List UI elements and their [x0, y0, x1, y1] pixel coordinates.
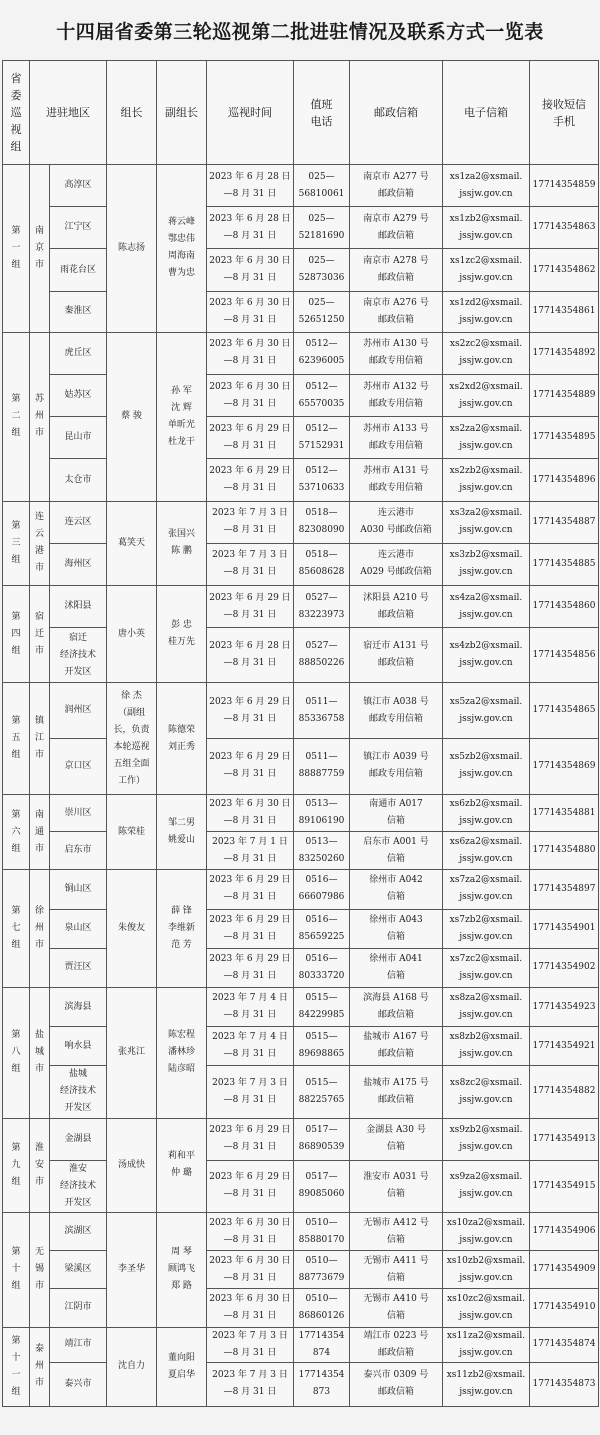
table-row [3, 909, 599, 948]
post-box: 南京市 A278 号 邮政信箱 [350, 249, 443, 291]
patrol-time: 2023 年 7 月 3 日 —8 月 31 日 [207, 1066, 294, 1118]
header-row [3, 61, 599, 165]
group-city: 无 锡 市 [30, 1213, 50, 1328]
table-row [3, 1251, 599, 1289]
post-box: 徐州市 A042 信箱 [350, 870, 443, 909]
email-address[interactable]: xs1zd2@xsmail. jssjw.gov.cn [443, 291, 530, 332]
email-address[interactable]: xs8zb2@xsmail. jssjw.gov.cn [443, 1027, 530, 1066]
header-leader: 组长 [107, 61, 157, 165]
table-row [3, 1160, 599, 1212]
area-name: 秦淮区 [50, 291, 107, 332]
table-row [3, 249, 599, 291]
email-address[interactable]: xs11zb2@xsmail. jssjw.gov.cn [443, 1362, 530, 1406]
patrol-time: 2023 年 6 月 30 日 —8 月 31 日 [207, 1251, 294, 1289]
group-leader: 蔡 骏 [107, 332, 157, 501]
group-name: 第 一 组 [3, 165, 30, 333]
sms-phone: 17714354910 [530, 1289, 599, 1327]
duty-phone: 0516— 85659225 [294, 909, 350, 948]
email-address[interactable]: xs1zb2@xsmail. jssjw.gov.cn [443, 207, 530, 249]
group-city: 盐 城 市 [30, 987, 50, 1118]
table-row [3, 165, 599, 207]
post-box: 苏州市 A130 号 邮政专用信箱 [350, 332, 443, 374]
group-deputy: 邹二男 姚爱山 [157, 795, 207, 870]
group-name: 第 六 组 [3, 795, 30, 870]
email-address[interactable]: xs5zb2@xsmail. jssjw.gov.cn [443, 738, 530, 794]
patrol-time: 2023 年 7 月 3 日 —8 月 31 日 [207, 1327, 294, 1362]
group-leader: 葛笑天 [107, 501, 157, 585]
patrol-time: 2023 年 6 月 30 日 —8 月 31 日 [207, 795, 294, 832]
page-title: 十四届省委第三轮巡视第二批进驻情况及联系方式一览表 [56, 20, 544, 43]
duty-phone: 0512— 65570035 [294, 375, 350, 417]
group-leader: 徐 杰 （副组 长，负责 本轮巡视 五组全面 工作） [107, 683, 157, 795]
group-deputy: 莉和平 仲 璐 [157, 1118, 207, 1212]
duty-phone: 0518— 85608628 [294, 543, 350, 585]
post-box: 苏州市 A132 号 邮政专用信箱 [350, 375, 443, 417]
patrol-time: 2023 年 6 月 29 日 —8 月 31 日 [207, 1160, 294, 1212]
post-box: 靖江市 0223 号 邮政信箱 [350, 1327, 443, 1362]
group-leader: 汤成快 [107, 1118, 157, 1212]
duty-phone: 17714354 873 [294, 1362, 350, 1406]
email-address[interactable]: xs2zc2@xsmail. jssjw.gov.cn [443, 332, 530, 374]
post-box: 金湖县 A30 号 信箱 [350, 1118, 443, 1160]
group-leader: 张兆江 [107, 987, 157, 1118]
email-address[interactable]: xs9za2@xsmail. jssjw.gov.cn [443, 1160, 530, 1212]
group-name: 第 十 一 组 [3, 1327, 30, 1406]
group-leader: 陈志扬 [107, 165, 157, 333]
group-city: 淮 安 市 [30, 1118, 50, 1212]
table-row [3, 832, 599, 870]
table-row [3, 628, 599, 683]
patrol-time: 2023 年 6 月 29 日 —8 月 31 日 [207, 1118, 294, 1160]
area-name: 太仓市 [50, 459, 107, 501]
post-box: 连云港市 A030 号邮政信箱 [350, 501, 443, 543]
table-row [3, 795, 599, 832]
sms-phone: 17714354923 [530, 987, 599, 1026]
patrol-time: 2023 年 7 月 4 日 —8 月 31 日 [207, 987, 294, 1026]
email-address[interactable]: xs10za2@xsmail. jssjw.gov.cn [443, 1213, 530, 1251]
area-name: 靖江市 [50, 1327, 107, 1362]
email-address[interactable]: xs1zc2@xsmail. jssjw.gov.cn [443, 249, 530, 291]
table-body [3, 165, 599, 1407]
duty-phone: 17714354 874 [294, 1327, 350, 1362]
duty-phone: 0513— 83250260 [294, 832, 350, 870]
group-name: 第 三 组 [3, 501, 30, 585]
patrol-time: 2023 年 6 月 29 日 —8 月 31 日 [207, 909, 294, 948]
sms-phone: 17714354887 [530, 501, 599, 543]
area-name: 宿迁 经济技术 开发区 [50, 628, 107, 683]
group-leader: 李圣华 [107, 1213, 157, 1328]
post-box: 盐城市 A175 号 邮政信箱 [350, 1066, 443, 1118]
sms-phone: 17714354859 [530, 165, 599, 207]
area-name: 海州区 [50, 543, 107, 585]
post-box: 无锡市 A410 号 信箱 [350, 1289, 443, 1327]
table-row [3, 1213, 599, 1251]
sms-phone: 17714354885 [530, 543, 599, 585]
table-row [3, 459, 599, 501]
group-name: 第 二 组 [3, 332, 30, 501]
area-name: 昆山市 [50, 417, 107, 459]
area-name: 虎丘区 [50, 332, 107, 374]
post-box: 南京市 A276 号 邮政信箱 [350, 291, 443, 332]
sms-phone: 17714354895 [530, 417, 599, 459]
duty-phone: 0515— 84229985 [294, 987, 350, 1026]
table-row [3, 1118, 599, 1160]
group-city: 徐 州 市 [30, 870, 50, 988]
patrol-time: 2023 年 6 月 30 日 —8 月 31 日 [207, 249, 294, 291]
group-leader: 唐小英 [107, 586, 157, 683]
duty-phone: 0518— 82308090 [294, 501, 350, 543]
sms-phone: 17714354897 [530, 870, 599, 909]
table-row [3, 543, 599, 585]
sms-phone: 17714354873 [530, 1362, 599, 1406]
table-row [3, 417, 599, 459]
table-row [3, 987, 599, 1026]
table-row [3, 586, 599, 628]
area-name: 启东市 [50, 832, 107, 870]
duty-phone: 0515— 88225765 [294, 1066, 350, 1118]
email-address[interactable]: xs8zc2@xsmail. jssjw.gov.cn [443, 1066, 530, 1118]
patrol-time: 2023 年 6 月 28 日 —8 月 31 日 [207, 165, 294, 207]
header-sms: 接收短信 手机 [530, 61, 599, 165]
email-address[interactable]: xs7zb2@xsmail. jssjw.gov.cn [443, 909, 530, 948]
post-box: 启东市 A001 号 信箱 [350, 832, 443, 870]
area-name: 盐城 经济技术 开发区 [50, 1066, 107, 1118]
group-deputy: 孙 军 沈 辉 单昕光 杜龙干 [157, 332, 207, 501]
duty-phone: 0516— 80333720 [294, 948, 350, 987]
area-name: 江宁区 [50, 207, 107, 249]
patrol-time: 2023 年 6 月 30 日 —8 月 31 日 [207, 375, 294, 417]
sms-phone: 17714354863 [530, 207, 599, 249]
sms-phone: 17714354874 [530, 1327, 599, 1362]
patrol-time: 2023 年 7 月 3 日 —8 月 31 日 [207, 1362, 294, 1406]
duty-phone: 025— 52873036 [294, 249, 350, 291]
group-deputy: 张国兴 陈 鹏 [157, 501, 207, 585]
area-name: 姑苏区 [50, 375, 107, 417]
area-name: 滨湖区 [50, 1213, 107, 1251]
sms-phone: 17714354902 [530, 948, 599, 987]
area-name: 崇川区 [50, 795, 107, 832]
patrol-time: 2023 年 6 月 30 日 —8 月 31 日 [207, 291, 294, 332]
group-leader: 朱俊友 [107, 870, 157, 988]
area-name: 高淳区 [50, 165, 107, 207]
sms-phone: 17714354906 [530, 1213, 599, 1251]
patrol-time: 2023 年 7 月 1 日 —8 月 31 日 [207, 832, 294, 870]
patrol-time: 2023 年 6 月 29 日 —8 月 31 日 [207, 870, 294, 909]
group-city: 南 京 市 [30, 165, 50, 333]
sms-phone: 17714354865 [530, 683, 599, 738]
header-phone: 值班 电话 [294, 61, 350, 165]
patrol-time: 2023 年 6 月 30 日 —8 月 31 日 [207, 1213, 294, 1251]
table-row [3, 375, 599, 417]
table-row [3, 291, 599, 332]
group-name: 第 七 组 [3, 870, 30, 988]
duty-phone: 025— 52651250 [294, 291, 350, 332]
group-name: 第 四 组 [3, 586, 30, 683]
sms-phone: 17714354889 [530, 375, 599, 417]
patrol-time: 2023 年 6 月 28 日 —8 月 31 日 [207, 207, 294, 249]
email-address[interactable]: xs7zc2@xsmail. jssjw.gov.cn [443, 948, 530, 987]
duty-phone: 0515— 89698865 [294, 1027, 350, 1066]
patrol-time: 2023 年 6 月 28 日 —8 月 31 日 [207, 628, 294, 683]
email-address[interactable]: xs4zb2@xsmail. jssjw.gov.cn [443, 628, 530, 683]
post-box: 徐州市 A043 信箱 [350, 909, 443, 948]
area-name: 雨花台区 [50, 249, 107, 291]
email-address[interactable]: xs8za2@xsmail. jssjw.gov.cn [443, 987, 530, 1026]
group-leader: 陈荣桂 [107, 795, 157, 870]
patrol-time: 2023 年 6 月 29 日 —8 月 31 日 [207, 738, 294, 794]
group-city: 泰 州 市 [30, 1327, 50, 1406]
area-name: 淮安 经济技术 开发区 [50, 1160, 107, 1212]
email-address[interactable]: xs2zb2@xsmail. jssjw.gov.cn [443, 459, 530, 501]
group-city: 连 云 港 市 [30, 501, 50, 585]
group-deputy: 陈德荣 刘正秀 [157, 683, 207, 795]
group-deputy: 彭 忠 桂万先 [157, 586, 207, 683]
sms-phone: 17714354880 [530, 832, 599, 870]
post-box: 沭阳县 A210 号 邮政信箱 [350, 586, 443, 628]
patrol-time: 2023 年 6 月 29 日 —8 月 31 日 [207, 459, 294, 501]
post-box: 泰兴市 0309 号 邮政信箱 [350, 1362, 443, 1406]
email-address[interactable]: xs6za2@xsmail. jssjw.gov.cn [443, 832, 530, 870]
post-box: 盐城市 A167 号 邮政信箱 [350, 1027, 443, 1066]
duty-phone: 0512— 62396005 [294, 332, 350, 374]
patrol-time: 2023 年 6 月 29 日 —8 月 31 日 [207, 683, 294, 738]
group-name: 第 十 组 [3, 1213, 30, 1328]
area-name: 滨海县 [50, 987, 107, 1026]
table-row [3, 207, 599, 249]
post-box: 南京市 A277 号 邮政信箱 [350, 165, 443, 207]
area-name: 润州区 [50, 683, 107, 738]
duty-phone: 0512— 53710633 [294, 459, 350, 501]
group-name: 第 九 组 [3, 1118, 30, 1212]
email-address[interactable]: xs3za2@xsmail. jssjw.gov.cn [443, 501, 530, 543]
duty-phone: 0516— 66607986 [294, 870, 350, 909]
table-row [3, 683, 599, 738]
duty-phone: 0517— 89085060 [294, 1160, 350, 1212]
area-name: 响水县 [50, 1027, 107, 1066]
email-address[interactable]: xs3zb2@xsmail. jssjw.gov.cn [443, 543, 530, 585]
email-address[interactable]: xs1za2@xsmail. jssjw.gov.cn [443, 165, 530, 207]
post-box: 徐州市 A041 信箱 [350, 948, 443, 987]
post-box: 南京市 A279 号 邮政信箱 [350, 207, 443, 249]
area-name: 江阴市 [50, 1289, 107, 1327]
duty-phone: 0513— 89106190 [294, 795, 350, 832]
header-time: 巡视时间 [207, 61, 294, 165]
sms-phone: 17714354869 [530, 738, 599, 794]
patrol-time: 2023 年 6 月 29 日 —8 月 31 日 [207, 948, 294, 987]
area-name: 铜山区 [50, 870, 107, 909]
table-row [3, 332, 599, 374]
sms-phone: 17714354913 [530, 1118, 599, 1160]
post-box: 南通市 A017 信箱 [350, 795, 443, 832]
post-box: 苏州市 A133 号 邮政专用信箱 [350, 417, 443, 459]
email-address[interactable]: xs10zb2@xsmail. jssjw.gov.cn [443, 1251, 530, 1289]
group-city: 苏 州 市 [30, 332, 50, 501]
patrol-time: 2023 年 7 月 3 日 —8 月 31 日 [207, 543, 294, 585]
header-post: 邮政信箱 [350, 61, 443, 165]
post-box: 苏州市 A131 号 邮政专用信箱 [350, 459, 443, 501]
table-row [3, 1289, 599, 1327]
post-box: 宿迁市 A131 号 邮政信箱 [350, 628, 443, 683]
email-address[interactable]: xs2za2@xsmail. jssjw.gov.cn [443, 417, 530, 459]
patrol-time: 2023 年 6 月 29 日 —8 月 31 日 [207, 586, 294, 628]
area-name: 泰兴市 [50, 1362, 107, 1406]
area-name: 连云区 [50, 501, 107, 543]
email-address[interactable]: xs9zb2@xsmail. jssjw.gov.cn [443, 1118, 530, 1160]
area-name: 金湖县 [50, 1118, 107, 1160]
header-email: 电子信箱 [443, 61, 530, 165]
sms-phone: 17714354860 [530, 586, 599, 628]
post-box: 无锡市 A412 号 信箱 [350, 1213, 443, 1251]
duty-phone: 0527— 88850226 [294, 628, 350, 683]
sms-phone: 17714354909 [530, 1251, 599, 1289]
table-row [3, 870, 599, 909]
table-row [3, 1327, 599, 1362]
group-leader: 沈自力 [107, 1327, 157, 1406]
post-box: 淮安市 A031 号 信箱 [350, 1160, 443, 1212]
group-deputy: 蒋云峰 鄂忠伟 周海南 曹为忠 [157, 165, 207, 333]
group-deputy: 薛 锋 李维新 范 芳 [157, 870, 207, 988]
area-name: 贾汪区 [50, 948, 107, 987]
group-name: 第 五 组 [3, 683, 30, 795]
sms-phone: 17714354861 [530, 291, 599, 332]
post-box: 连云港市 A029 号邮政信箱 [350, 543, 443, 585]
table-row [3, 738, 599, 794]
area-name: 京口区 [50, 738, 107, 794]
area-name: 沭阳县 [50, 586, 107, 628]
email-address[interactable]: xs7za2@xsmail. jssjw.gov.cn [443, 870, 530, 909]
table-row [3, 1027, 599, 1066]
group-city: 镇 江 市 [30, 683, 50, 795]
sms-phone: 17714354882 [530, 1066, 599, 1118]
sms-phone: 17714354921 [530, 1027, 599, 1066]
sms-phone: 17714354896 [530, 459, 599, 501]
area-name: 泉山区 [50, 909, 107, 948]
duty-phone: 025— 56810061 [294, 165, 350, 207]
duty-phone: 0517— 86890539 [294, 1118, 350, 1160]
table-row [3, 501, 599, 543]
sms-phone: 17714354892 [530, 332, 599, 374]
duty-phone: 0510— 85880170 [294, 1213, 350, 1251]
header-deputy: 副组长 [157, 61, 207, 165]
table-row [3, 1362, 599, 1406]
patrol-time: 2023 年 7 月 3 日 —8 月 31 日 [207, 501, 294, 543]
patrol-time: 2023 年 6 月 30 日 —8 月 31 日 [207, 332, 294, 374]
table-row [3, 1066, 599, 1118]
email-address[interactable]: xs6zb2@xsmail. jssjw.gov.cn [443, 795, 530, 832]
post-box: 镇江市 A039 号 邮政专用信箱 [350, 738, 443, 794]
email-address[interactable]: xs4za2@xsmail. jssjw.gov.cn [443, 586, 530, 628]
patrol-table [2, 60, 599, 1407]
patrol-time: 2023 年 7 月 4 日 —8 月 31 日 [207, 1027, 294, 1066]
patrol-time: 2023 年 6 月 29 日 —8 月 31 日 [207, 417, 294, 459]
duty-phone: 0527— 83223973 [294, 586, 350, 628]
sms-phone: 17714354915 [530, 1160, 599, 1212]
group-city: 宿 迁 市 [30, 586, 50, 683]
email-address[interactable]: xs5za2@xsmail. jssjw.gov.cn [443, 683, 530, 738]
table-row [3, 948, 599, 987]
post-box: 镇江市 A038 号 邮政专用信箱 [350, 683, 443, 738]
duty-phone: 0510— 86860126 [294, 1289, 350, 1327]
header-area: 进驻地区 [30, 61, 107, 165]
group-deputy: 董向阳 夏启华 [157, 1327, 207, 1406]
sms-phone: 17714354881 [530, 795, 599, 832]
group-deputy: 陈宏程 潘林珍 陆彦昭 [157, 987, 207, 1118]
group-deputy: 周 琴 顾鸿飞 郑 路 [157, 1213, 207, 1328]
patrol-time: 2023 年 6 月 30 日 —8 月 31 日 [207, 1289, 294, 1327]
duty-phone: 0511— 88887759 [294, 738, 350, 794]
duty-phone: 025— 52181690 [294, 207, 350, 249]
group-name: 第 八 组 [3, 987, 30, 1118]
email-address[interactable]: xs10zc2@xsmail. jssjw.gov.cn [443, 1289, 530, 1327]
duty-phone: 0512— 57152931 [294, 417, 350, 459]
post-box: 滨海县 A168 号 邮政信箱 [350, 987, 443, 1026]
header-group: 省 委 巡 视 组 [3, 61, 30, 165]
duty-phone: 0511— 85336758 [294, 683, 350, 738]
email-address[interactable]: xs2xd2@xsmail. jssjw.gov.cn [443, 375, 530, 417]
group-city: 南 通 市 [30, 795, 50, 870]
sms-phone: 17714354862 [530, 249, 599, 291]
duty-phone: 0510— 88773679 [294, 1251, 350, 1289]
sms-phone: 17714354856 [530, 628, 599, 683]
post-box: 无锡市 A411 号 信箱 [350, 1251, 443, 1289]
area-name: 梁溪区 [50, 1251, 107, 1289]
sms-phone: 17714354901 [530, 909, 599, 948]
email-address[interactable]: xs11za2@xsmail. jssjw.gov.cn [443, 1327, 530, 1362]
